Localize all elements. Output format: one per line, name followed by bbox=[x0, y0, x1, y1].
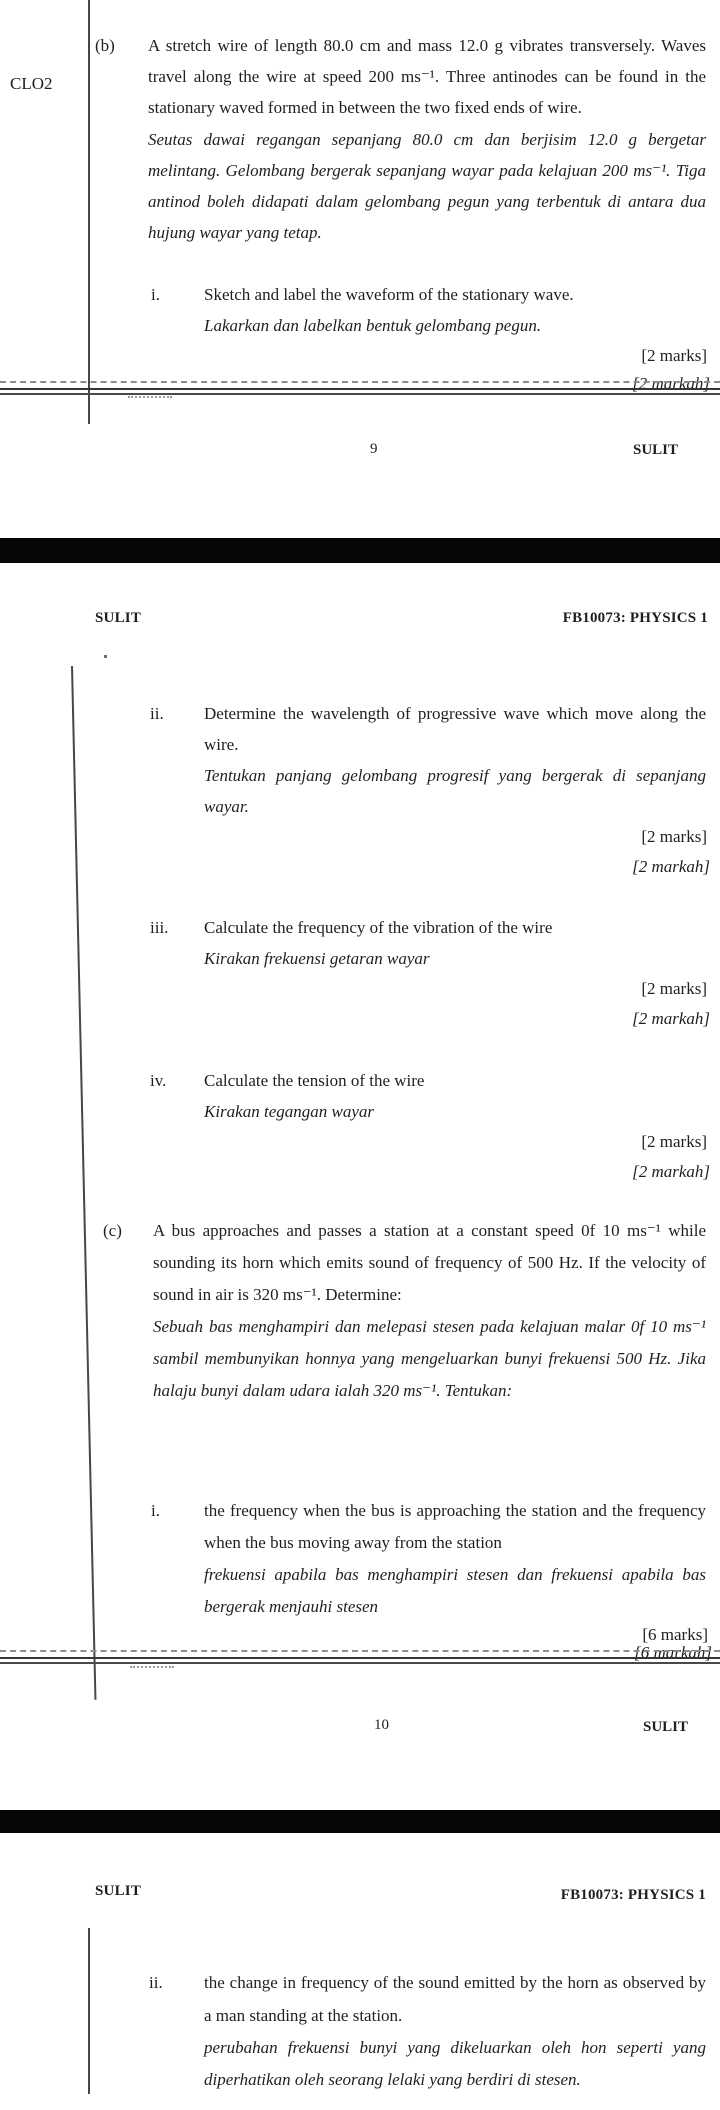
page2-margin-line bbox=[71, 666, 96, 1700]
item-ii-ms-line-1: Tentukan panjang gelombang progresif yang bergerak di sepanjang bbox=[204, 766, 706, 785]
page-edge-double-rule bbox=[0, 1657, 720, 1664]
page3-item-ii-ms-line-1: perubahan frekuensi bunyi yang dikeluarkan oleh hon seperti yang bbox=[204, 2038, 706, 2057]
item-ii-markah: [2 markah] bbox=[632, 857, 710, 876]
item-iv-markah: [2 markah] bbox=[632, 1162, 710, 1181]
item-c-i-marks: [6 marks] bbox=[642, 1625, 708, 1644]
page-separator-bar bbox=[0, 1810, 720, 1833]
question-c-ms-line-3: halaju bunyi dalam udara ialah 320 ms⁻¹. Tentukan: bbox=[153, 1381, 513, 1400]
item-c-i-ms-line-1: frekuensi apabila bas menghampiri stesen dan frekuensi apabila bas bbox=[204, 1565, 706, 1584]
page-edge-dashed-rule bbox=[0, 1650, 720, 1652]
question-c-ms-line-2: sambil membunyikan honnya yang mengeluarkan bunyi frekuensi 500 Hz. Jika bbox=[153, 1349, 706, 1368]
markah-label-struck: [2 markah] bbox=[632, 374, 710, 393]
item-iv-en: Calculate the tension of the wire bbox=[204, 1071, 425, 1090]
item-c-i-ms-line-2: bergerak menjauhi stesen bbox=[204, 1597, 379, 1616]
item-ii-ms-line-2: wayar. bbox=[204, 797, 249, 816]
question-b-en-line-2: travel along the wire at speed 200 ms⁻¹. Three antinodes can be found in the bbox=[148, 67, 706, 86]
item-ii-en-line-1: Determine the wavelength of progressive wave which move along the bbox=[204, 704, 706, 723]
page2-page-number: 10 bbox=[374, 1717, 389, 1733]
question-c-ms-line-1: Sebuah bas menghampiri dan melepasi stesen pada kelajuan malar 0f 10 ms⁻¹ bbox=[153, 1317, 706, 1336]
item-iv-ms: Kirakan tegangan wayar bbox=[204, 1102, 374, 1121]
item-ii-numeral: ii. bbox=[150, 704, 164, 723]
item-iii-en: Calculate the frequency of the vibration of the wire bbox=[204, 918, 553, 937]
question-b-ms-line-3: antinod boleh didapati dalam gelombang pegun yang terbentuk di antara dua bbox=[148, 192, 706, 211]
page3-item-ii-en-line-2: a man standing at the station. bbox=[204, 2006, 403, 2025]
question-b-ms-line-2: melintang. Gelombang bergerak sepanjang wayar pada kelajuan 200 ms⁻¹. Tiga bbox=[148, 161, 706, 180]
item-c-i-markah-struck: [6 markah] bbox=[634, 1643, 712, 1662]
page1-footer-sulit: SULIT bbox=[633, 442, 679, 458]
page1-margin-line bbox=[88, 0, 90, 424]
scan-artifact-dots bbox=[128, 396, 172, 398]
question-c-en-line-1: A bus approaches and passes a station at a constant speed 0f 10 ms⁻¹ while bbox=[153, 1221, 706, 1240]
question-b-en-line-3: stationary waved formed in between the two fixed ends of wire. bbox=[148, 98, 582, 117]
page1-page-number: 9 bbox=[370, 441, 378, 457]
item-iv-numeral: iv. bbox=[150, 1071, 167, 1090]
item-i-ms: Lakarkan dan labelkan bentuk gelombang pegun. bbox=[204, 316, 542, 335]
question-c-en-line-3: sound in air is 320 ms⁻¹. Determine: bbox=[153, 1285, 402, 1304]
item-ii-marks: [2 marks] bbox=[641, 827, 707, 846]
clo-label: CLO2 bbox=[10, 74, 53, 93]
item-i-numeral: i. bbox=[151, 285, 160, 304]
page2-footer-sulit: SULIT bbox=[643, 1719, 689, 1735]
scan-artifact-dot bbox=[104, 655, 107, 658]
page3-item-ii-numeral: ii. bbox=[149, 1973, 163, 1992]
page-edge-dashed-rule bbox=[0, 381, 720, 383]
item-c-i-numeral: i. bbox=[151, 1501, 160, 1520]
question-c-en-line-2: sounding its horn which emits sound of frequency of 500 Hz. If the velocity of bbox=[153, 1253, 706, 1272]
page3-item-ii-ms-line-2: diperhatikan oleh seorang lelaki yang berdiri di stesen. bbox=[204, 2070, 581, 2089]
page2-header-sulit: SULIT bbox=[95, 610, 142, 626]
item-iii-numeral: iii. bbox=[150, 918, 169, 937]
page3-item-ii-en-line-1: the change in frequency of the sound emitted by the horn as observed by bbox=[204, 1973, 706, 1992]
marks-label: [2 marks] bbox=[641, 346, 707, 365]
page3-margin-line bbox=[88, 1928, 90, 2094]
question-c-label: (c) bbox=[103, 1221, 122, 1240]
question-b-ms-line-4: hujung wayar yang tetap. bbox=[148, 223, 322, 242]
scan-artifact-dots bbox=[130, 1666, 174, 1668]
page-edge-double-rule bbox=[0, 388, 720, 395]
item-iii-marks: [2 marks] bbox=[641, 979, 707, 998]
item-iii-ms: Kirakan frekuensi getaran wayar bbox=[204, 949, 430, 968]
item-c-i-en-line-2: when the bus moving away from the station bbox=[204, 1533, 502, 1552]
item-iv-marks: [2 marks] bbox=[641, 1132, 707, 1151]
item-i-en: Sketch and label the waveform of the stationary wave. bbox=[204, 285, 574, 304]
item-ii-en-line-2: wire. bbox=[204, 735, 239, 754]
page3-header-sulit: SULIT bbox=[95, 1883, 142, 1899]
page2-header-course-code: FB10073: PHYSICS 1 bbox=[562, 610, 708, 626]
page-separator-bar bbox=[0, 538, 720, 563]
question-b-ms-line-1: Seutas dawai regangan sepanjang 80.0 cm dan berjisim 12.0 g bergetar bbox=[148, 130, 706, 149]
question-b-en-line-1: A stretch wire of length 80.0 cm and mass 12.0 g vibrates transversely. Waves bbox=[148, 36, 706, 55]
item-iii-markah: [2 markah] bbox=[632, 1009, 710, 1028]
item-c-i-en-line-1: the frequency when the bus is approaching the station and the frequency bbox=[204, 1501, 706, 1520]
question-b-label: (b) bbox=[95, 36, 115, 55]
page3-header-course-code: FB10073: PHYSICS 1 bbox=[560, 1887, 706, 1903]
